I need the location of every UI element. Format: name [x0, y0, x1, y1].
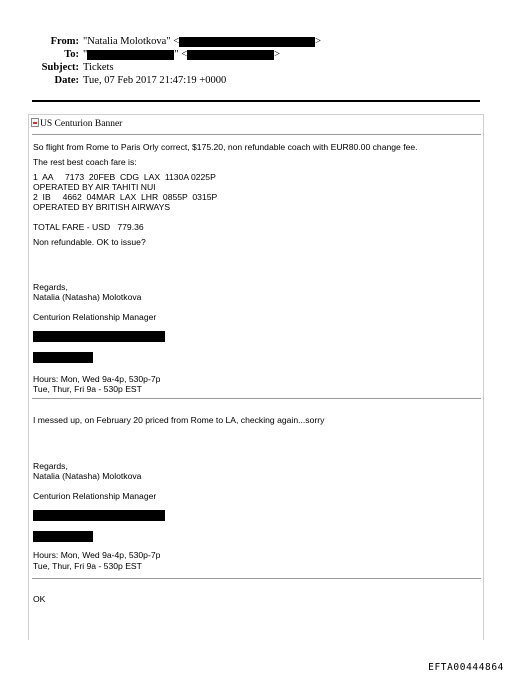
msg1-regards: Regards,: [33, 282, 68, 292]
subject-value: Tickets: [83, 62, 114, 73]
header-divider: [32, 100, 480, 102]
redacted-to-name: [87, 50, 174, 60]
message-divider-2: [32, 578, 481, 579]
to-middle: " <: [174, 49, 188, 60]
to-suffix: >: [274, 49, 281, 60]
redacted-from-email: [179, 37, 315, 47]
banner-alt-text: US Centurion Banner: [40, 119, 123, 129]
msg1-question: Non refundable. OK to issue?: [33, 237, 146, 247]
itinerary-line-2: OPERATED BY AIR TAHITI NUI: [33, 182, 156, 192]
banner-divider: [32, 134, 481, 135]
msg1-rest-fare: The rest best coach fare is:: [33, 157, 137, 167]
itinerary-line-4: OPERATED BY BRITISH AIRWAYS: [33, 202, 171, 212]
date-label: Date:: [54, 75, 79, 86]
msg1-sender-title: Centurion Relationship Manager: [33, 312, 157, 322]
redacted-contact-4: [33, 531, 93, 542]
msg2-intro: I messed up, on February 20 priced from Rome to LA, checking again...sorry: [33, 415, 325, 425]
msg2-sender-name: Natalia (Natasha) Molotkova: [33, 471, 142, 481]
subject-label: Subject:: [41, 62, 79, 73]
msg1-sender-name: Natalia (Natasha) Molotkova: [33, 292, 142, 302]
msg1-hours-2: Tue, Thur, Fri 9a - 530p EST: [33, 384, 142, 394]
to-label: To:: [64, 49, 79, 60]
broken-image-icon: [31, 118, 39, 127]
date-value: Tue, 07 Feb 2017 21:47:19 +0000: [83, 75, 227, 86]
total-fare: TOTAL FARE - USD 779.36: [33, 222, 144, 232]
from-label: From:: [50, 36, 79, 47]
redacted-contact-2: [33, 352, 93, 363]
to-prefix: ": [83, 49, 88, 60]
from-name: "Natalia Molotkova" <: [83, 36, 180, 47]
header-to-row: [0, 48, 280, 61]
redacted-contact-1: [33, 331, 165, 342]
redacted-to-email: [187, 50, 274, 60]
msg2-hours-1: Hours: Mon, Wed 9a-4p, 530p-7p: [33, 550, 161, 560]
msg2-sender-title: Centurion Relationship Manager: [33, 491, 157, 501]
from-suffix: >: [315, 36, 322, 47]
msg2-hours-2: Tue, Thur, Fri 9a - 530p EST: [33, 561, 142, 571]
redacted-contact-3: [33, 510, 165, 521]
itinerary-line-1: 1 AA 7173 20FEB CDG LAX 1130A 0225P: [33, 172, 216, 182]
msg1-hours-1: Hours: Mon, Wed 9a-4p, 530p-7p: [33, 374, 161, 384]
header-subject-row: [0, 61, 114, 74]
document-id: EFTA00444864: [428, 662, 504, 673]
msg3-body: OK: [33, 594, 46, 604]
message-divider-1: [32, 398, 481, 399]
header-from-row: [0, 35, 321, 48]
msg1-intro: So flight from Rome to Paris Orly correct, $175.20, non refundable coach with EUR80.00 change fee.: [33, 142, 418, 152]
msg2-regards: Regards,: [33, 461, 68, 471]
banner-image: [31, 118, 122, 130]
header-date-row: [0, 74, 226, 87]
itinerary-line-3: 2 IB 4662 04MAR LAX LHR 0855P 0315P: [33, 192, 218, 202]
